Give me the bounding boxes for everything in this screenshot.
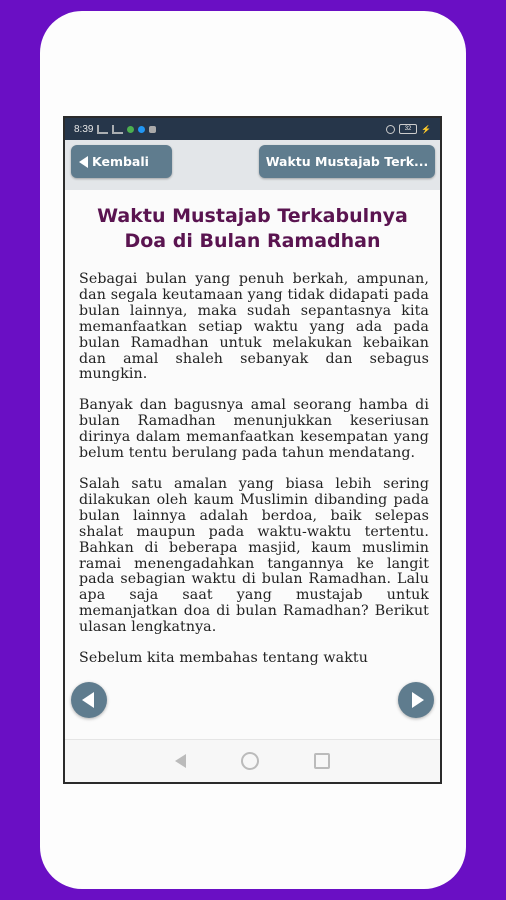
app-screen	[63, 116, 442, 784]
article-paragraph: Salah satu amalan yang biasa lebih sering dilakukan oleh kaum Muslimin dibanding pada bulan lainnya adalah berdoa, baik selepas shalat maupun pada waktu-waktu tertentu. Bahkan di beberapa masjid, kaum muslimin ramai menengadahkan tangannya ke langit pada sebagian waktu di bulan Ramadhan. Lalu apa saja saat yang mustajab untuk memanjatkan doa di bulan Ramadhan? Berikut ulasan lengkatnya.	[79, 475, 429, 636]
image-notification-icon	[149, 126, 156, 133]
article-title: Waktu Mustajab Terkabulnya Doa di Bulan Ramadhan	[97, 205, 408, 252]
top-toolbar	[65, 140, 440, 190]
signal-icon	[112, 125, 123, 134]
article-paragraph: Sebelum kita membahas tentang waktu	[79, 650, 368, 667]
nav-home-icon[interactable]	[241, 752, 259, 770]
nav-recents-icon[interactable]	[314, 753, 330, 769]
previous-page-button[interactable]	[71, 682, 107, 718]
next-page-button[interactable]	[398, 682, 434, 718]
nav-back-icon[interactable]	[175, 754, 186, 768]
article-paragraph: Banyak dan bagusnya amal seorang hamba di bulan Ramadhan menunjukkan keseriusan dirinya dalam memanfaatkan kesempatan yang belum tentu berulang pada tahun mendatang.	[79, 397, 429, 462]
article-content[interactable]	[65, 190, 440, 742]
app-notification-icon	[138, 126, 145, 133]
article-title-button-label: Waktu Mustajab Terk...	[265, 154, 429, 169]
charging-icon: ⚡	[421, 124, 431, 134]
article-title-button[interactable]	[259, 145, 435, 178]
arrow-left-icon	[82, 692, 94, 708]
arrow-right-icon	[412, 692, 424, 708]
back-button-label: Kembali	[92, 154, 149, 169]
battery-icon: 32	[399, 124, 417, 134]
back-arrow-icon	[79, 156, 88, 168]
vibrate-icon	[386, 125, 395, 134]
whatsapp-icon	[127, 126, 134, 133]
article-paragraph: Sebagai bulan yang penuh berkah, ampunan, dan segala keutamaan yang tidak didapati pada bulan lainnya, maka sudah sepantasnya kita memanfaatkan setiap waktu yang ada pada bulan Ramadhan untuk melakukan kebaikan dan amal shaleh sebanyak dan sebagus mungkin.	[79, 271, 429, 383]
system-navigation-bar	[65, 739, 440, 782]
status-time: 8:39	[74, 123, 94, 135]
signal-icon	[97, 125, 108, 134]
status-bar	[65, 118, 440, 140]
back-button[interactable]	[71, 145, 172, 178]
